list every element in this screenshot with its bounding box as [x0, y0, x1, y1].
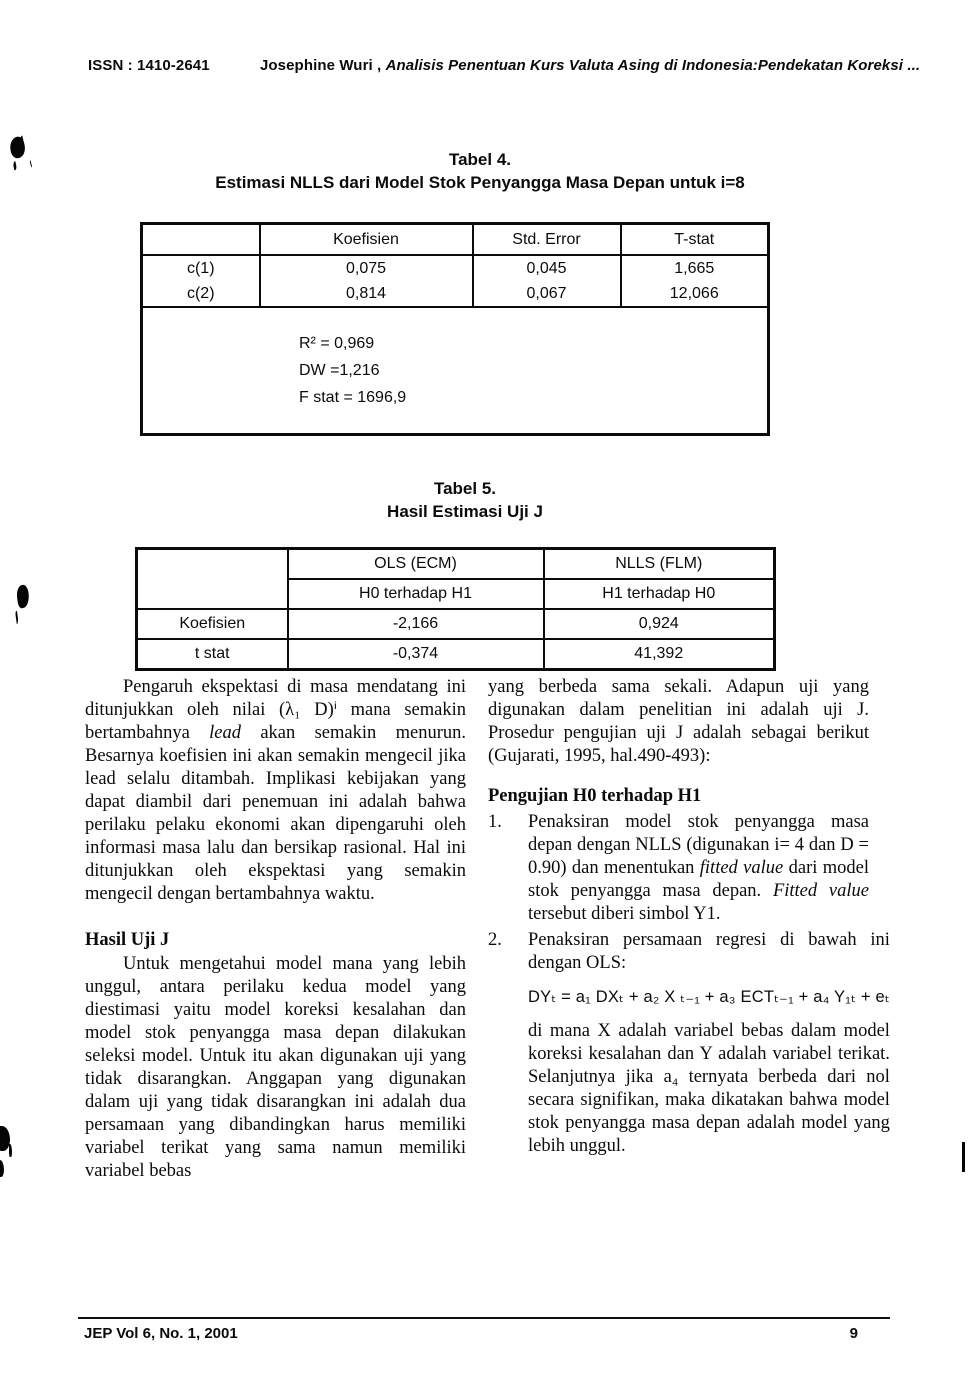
- page-footer: [84, 1325, 890, 1342]
- durbin-watson-stat: DW =1,216: [299, 362, 380, 379]
- paragraph-seleksi-model: Untuk mengetahui model mana yang lebih unggul, antara perilaku kedua model yang diestimasi yaitu model koreksi kesalahan dan model stok penyangga masa depan dilakukan seleksi model. Untuk itu akan digunakan uji yang tidak disarangkan. Anggapan yang digunakan dalam uji yang tidak disarangkan ini adalah dua persamaan yang dibandingkan harus memiliki variabel terikat yang sama namun memiliki variabel bebas: [85, 954, 466, 1181]
- table5-header-nlls-flm: NLLS (FLM): [544, 549, 775, 580]
- table5-t-stat-ols: -0,374: [288, 639, 544, 670]
- table4-header-t-stat: T-stat: [621, 224, 769, 256]
- item-1-text: Penaksiran model stok penyangga masa depan dengan NLLS (digunakan i= 4 dan D = 0.90) dan menentukan fitted value dari model stok penyangga masa depan. Fitted value tersebut diberi simbol Y1.: [528, 812, 869, 924]
- table5-koefisien-ols: -2,166: [288, 609, 544, 639]
- table4-c1-koefisien: 0,075: [260, 255, 473, 281]
- ink-blot-artifact: [0, 1126, 10, 1151]
- table4-c1-label: c(1): [142, 255, 260, 281]
- table5-caption-number: Tabel 5.: [433, 479, 497, 498]
- table4-header-row: [142, 224, 769, 256]
- table4-c1-t-stat: 1,665: [674, 259, 715, 277]
- table5-koefisien-label: Koefisien: [137, 609, 288, 639]
- body-column-left: [85, 676, 466, 1183]
- table5-row-koefisien: [137, 609, 775, 639]
- footer-rule: [78, 1317, 890, 1319]
- table4-c1-std-error: 0,045: [473, 255, 621, 281]
- table5-subheader-h0-h1: H0 terhadap H1: [288, 579, 544, 609]
- table5-row-t-stat: [137, 639, 775, 670]
- item-2-explanation: di mana X adalah variabel bebas dalam model koreksi kesalahan dan Y adalah variabel terikat. Selanjutnya jika a₄ ternyata berbeda dari nol secara signifikan, maka dikatakan bahwa model stok penyangga masa depan adalah model yang lebih unggul.: [528, 1021, 890, 1156]
- table4-corner-cell: [142, 224, 260, 256]
- author-name: Josephine Wuri ,: [259, 57, 382, 74]
- table5-koefisien-nlls: 0,924: [544, 609, 775, 639]
- table4-caption-title: Estimasi NLLS dari Model Stok Penyangga Masa Depan untuk i=8: [215, 173, 745, 192]
- numbered-item-2: [488, 929, 890, 1158]
- table5-header-ols-ecm: OLS (ECM): [288, 549, 544, 580]
- item-2-text: [528, 929, 890, 1158]
- journal-volume-label: JEP Vol 6, No. 1, 2001: [84, 1325, 238, 1342]
- table-5-hasil-uji-j: [135, 547, 776, 671]
- table4-caption-number: Tabel 4.: [448, 150, 512, 169]
- section-heading-hasil-uji-j: Hasil Uji J: [85, 930, 170, 950]
- r-squared-stat: R² = 0,969: [299, 335, 375, 352]
- table4-c2-koefisien: 0,814: [260, 281, 473, 307]
- table4-c2-t-stat: 12,066: [621, 281, 769, 307]
- regression-equation: DYₜ = a₁ DXₜ + a₂ X ₜ₋₁ + a₃ ECTₜ₋₁ + a₄ Y₁ₜ + eₜ: [528, 988, 890, 1006]
- page-number: 9: [849, 1325, 858, 1342]
- body-column-right: [488, 676, 890, 1158]
- table5-caption-title: Hasil Estimasi Uji J: [387, 502, 543, 521]
- table5-caption: [0, 477, 930, 523]
- running-article-title: Analisis Penentuan Kurs Valuta Asing di Indonesia:Pendekatan Koreksi ...: [385, 57, 921, 74]
- table4-caption: [0, 148, 960, 194]
- table5-t-stat-nlls: 41,392: [544, 639, 775, 670]
- table4-c2-label: c(2): [142, 281, 260, 307]
- paragraph-ekspektasi: Pengaruh ekspektasi di masa mendatang ini ditunjukkan oleh nilai (λ₁ D)ⁱ mana semakin bertambahnya lead akan semakin menurun. Besarnya koefisien ini akan semakin mengecil jika lead selalu ditambah. Implikasi kebijakan yang dapat diambil dari penemuan ini adalah bahwa perilaku pelaku ekonomi akan dipengaruhi oleh informasi masa lalu dan bersikap rasional. Hal ini ditunjukkan oleh ekspektasi yang semakin mengecil dengan bertambahnya waktu.: [85, 677, 466, 904]
- table4-c2-std-error: 0,067: [473, 281, 621, 307]
- table4-stats-row: [142, 307, 769, 435]
- paragraph-uji-j-intro: yang berbeda sama sekali. Adapun uji yang digunakan dalam penelitian ini adalah uji J. Prosedur pengujian uji J adalah sebagai berikut (Gujarati, 1995, hal.490-493):: [488, 677, 869, 766]
- table5-corner-cell: [137, 549, 288, 610]
- table4-header-std-error: Std. Error: [473, 224, 621, 256]
- issn-label: ISSN : 1410-2641: [88, 57, 210, 74]
- table4-row-c1: [142, 255, 769, 281]
- table-4-estimasi-nlls: [140, 222, 770, 436]
- numbered-item-1: [488, 811, 869, 926]
- scan-line-artifact: [962, 1142, 965, 1172]
- f-stat: F stat = 1696,9: [299, 389, 407, 406]
- item-1-number: 1.: [488, 812, 502, 832]
- table5-subheader-h1-h0: H1 terhadap H0: [544, 579, 775, 609]
- table5-t-stat-label: t stat: [137, 639, 288, 670]
- item-2-intro: Penaksiran persamaan regresi di bawah ini dengan OLS:: [528, 930, 890, 973]
- table5-group-header-row: [137, 549, 775, 580]
- table4-stats-block: [147, 310, 763, 411]
- item-2-number: 2.: [488, 930, 502, 950]
- section-heading-pengujian-h0-h1: Pengujian H0 terhadap H1: [488, 786, 702, 806]
- table4-row-c2: [142, 281, 769, 307]
- ink-blot-artifact: [15, 584, 30, 608]
- running-header: [88, 57, 921, 74]
- table4-header-koefisien: Koefisien: [260, 224, 473, 256]
